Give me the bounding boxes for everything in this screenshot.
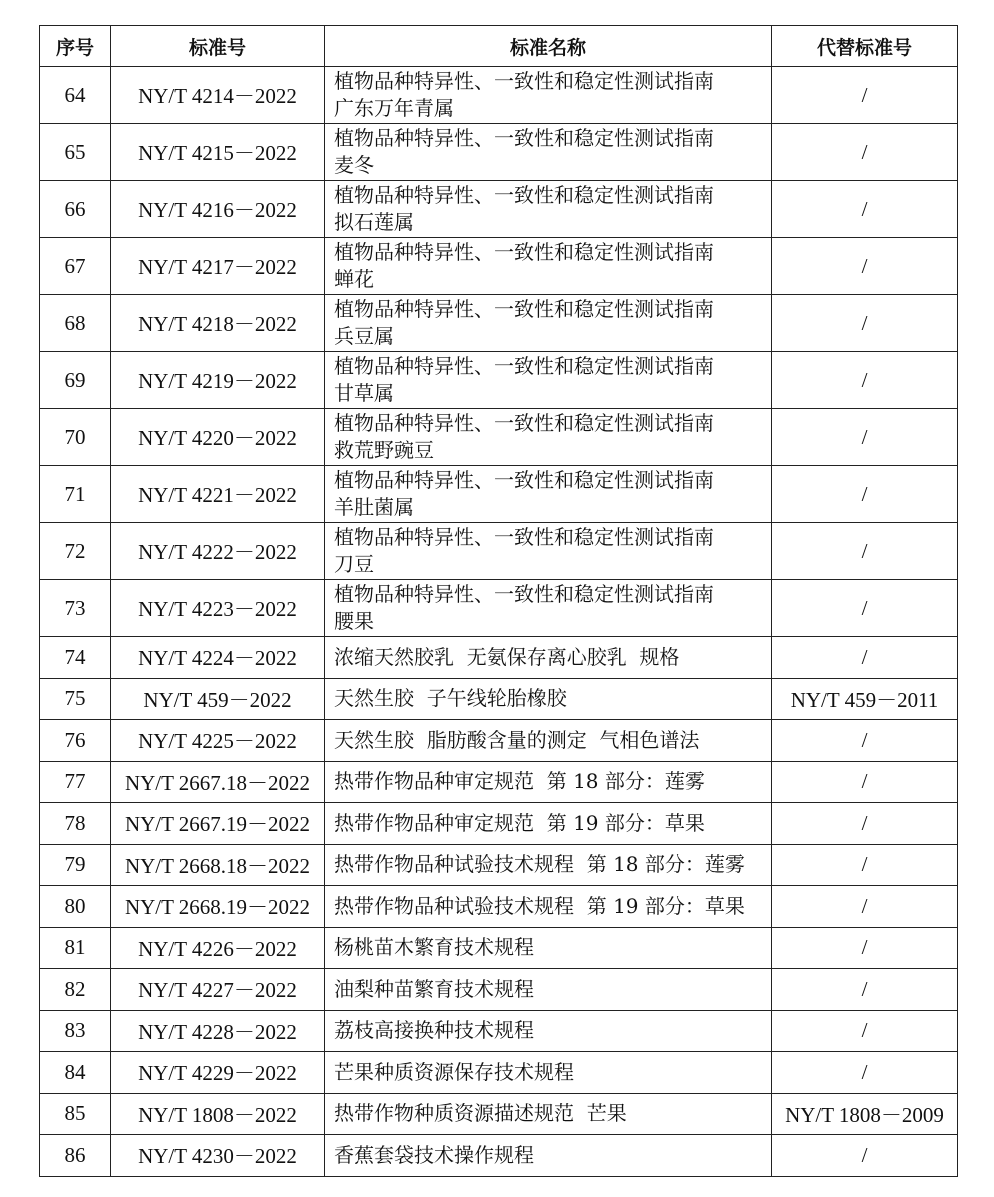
replaced-standard: / bbox=[772, 67, 958, 124]
table-row bbox=[40, 124, 958, 181]
standard-name bbox=[325, 761, 772, 803]
row-number: 82 bbox=[40, 969, 111, 1011]
standard-name-line: 荔枝高接换种技术规程 bbox=[334, 1018, 534, 1043]
replaced-standard: / bbox=[772, 181, 958, 238]
standard-code: NY/T 1808－2022 bbox=[111, 1093, 325, 1135]
table-row bbox=[40, 466, 958, 523]
standard-name-line: 油梨种苗繁育技术规程 bbox=[334, 976, 534, 1001]
standard-code: NY/T 2667.18－2022 bbox=[111, 761, 325, 803]
standard-code: NY/T 459－2022 bbox=[111, 678, 325, 720]
standard-name bbox=[325, 238, 772, 295]
standard-name bbox=[325, 720, 772, 762]
standard-code: NY/T 4219－2022 bbox=[111, 352, 325, 409]
standard-code: NY/T 2667.19－2022 bbox=[111, 803, 325, 845]
standard-code: NY/T 4220－2022 bbox=[111, 409, 325, 466]
row-number: 72 bbox=[40, 523, 111, 580]
standard-name-line: 植物品种特异性、一致性和稳定性测试指南 bbox=[334, 183, 714, 207]
standard-name-line: 广东万年青属 bbox=[334, 96, 454, 120]
standard-name-line: 拟石莲属 bbox=[334, 210, 414, 234]
row-number: 65 bbox=[40, 124, 111, 181]
table-row bbox=[40, 886, 958, 928]
standard-name-line: 植物品种特异性、一致性和稳定性测试指南 bbox=[334, 69, 714, 93]
standard-name-line: 麦冬 bbox=[334, 153, 374, 177]
header-seq: 序号 bbox=[40, 26, 111, 67]
row-number: 70 bbox=[40, 409, 111, 466]
table-row bbox=[40, 523, 958, 580]
standard-name bbox=[325, 1093, 772, 1135]
header-replaces: 代替标准号 bbox=[772, 26, 958, 67]
replaced-standard: / bbox=[772, 466, 958, 523]
standard-name bbox=[325, 678, 772, 720]
standard-name-line: 植物品种特异性、一致性和稳定性测试指南 bbox=[334, 411, 714, 435]
standard-name-line: 腰果 bbox=[334, 609, 374, 633]
row-number: 73 bbox=[40, 580, 111, 637]
table-row bbox=[40, 927, 958, 969]
standard-name-line: 热带作物种质资源描述规范 芒果 bbox=[334, 1101, 627, 1126]
standard-name-line: 植物品种特异性、一致性和稳定性测试指南 bbox=[334, 525, 714, 549]
row-number: 67 bbox=[40, 238, 111, 295]
header-row bbox=[40, 26, 958, 67]
standard-name bbox=[325, 886, 772, 928]
standard-name-line: 植物品种特异性、一致性和稳定性测试指南 bbox=[334, 297, 714, 321]
standard-name bbox=[325, 1135, 772, 1177]
standard-code: NY/T 2668.19－2022 bbox=[111, 886, 325, 928]
standard-name bbox=[325, 124, 772, 181]
standard-code: NY/T 4226－2022 bbox=[111, 927, 325, 969]
standard-name-line: 刀豆 bbox=[334, 552, 374, 576]
row-number: 75 bbox=[40, 678, 111, 720]
standard-name bbox=[325, 1010, 772, 1052]
standard-name bbox=[325, 466, 772, 523]
row-number: 66 bbox=[40, 181, 111, 238]
standard-code: NY/T 4225－2022 bbox=[111, 720, 325, 762]
standard-code: NY/T 4223－2022 bbox=[111, 580, 325, 637]
standards-table bbox=[39, 25, 958, 1177]
table-row bbox=[40, 1135, 958, 1177]
standard-name-line: 热带作物品种试验技术规程 第 18 部分：莲雾 bbox=[334, 852, 745, 877]
standard-name-line: 植物品种特异性、一致性和稳定性测试指南 bbox=[334, 468, 714, 492]
row-number: 85 bbox=[40, 1093, 111, 1135]
replaced-standard: / bbox=[772, 580, 958, 637]
row-number: 83 bbox=[40, 1010, 111, 1052]
standard-name bbox=[325, 580, 772, 637]
standard-name-line: 热带作物品种审定规范 第 19 部分：草果 bbox=[334, 810, 705, 835]
header-name: 标准名称 bbox=[325, 26, 772, 67]
replaced-standard: / bbox=[772, 124, 958, 181]
replaced-standard: / bbox=[772, 295, 958, 352]
table-row bbox=[40, 1052, 958, 1094]
standard-name bbox=[325, 1052, 772, 1094]
standard-name-line: 热带作物品种试验技术规程 第 19 部分：草果 bbox=[334, 893, 745, 918]
standard-name bbox=[325, 181, 772, 238]
replaced-standard: / bbox=[772, 1052, 958, 1094]
standard-code: NY/T 4215－2022 bbox=[111, 124, 325, 181]
row-number: 74 bbox=[40, 637, 111, 679]
standard-name-line: 芒果种质资源保存技术规程 bbox=[334, 1059, 574, 1084]
standard-name bbox=[325, 523, 772, 580]
row-number: 84 bbox=[40, 1052, 111, 1094]
table-row bbox=[40, 761, 958, 803]
table-row bbox=[40, 295, 958, 352]
replaced-standard: / bbox=[772, 720, 958, 762]
header-code: 标准号 bbox=[111, 26, 325, 67]
standard-name-line: 植物品种特异性、一致性和稳定性测试指南 bbox=[334, 354, 714, 378]
standard-code: NY/T 4230－2022 bbox=[111, 1135, 325, 1177]
row-number: 69 bbox=[40, 352, 111, 409]
table-row bbox=[40, 844, 958, 886]
standard-name-line: 甘草属 bbox=[334, 381, 394, 405]
standard-code: NY/T 4227－2022 bbox=[111, 969, 325, 1011]
row-number: 78 bbox=[40, 803, 111, 845]
standard-name bbox=[325, 803, 772, 845]
standard-name bbox=[325, 637, 772, 679]
standard-code: NY/T 4228－2022 bbox=[111, 1010, 325, 1052]
replaced-standard: / bbox=[772, 886, 958, 928]
replaced-standard: / bbox=[772, 761, 958, 803]
row-number: 80 bbox=[40, 886, 111, 928]
replaced-standard: / bbox=[772, 1010, 958, 1052]
row-number: 81 bbox=[40, 927, 111, 969]
replaced-standard: / bbox=[772, 1135, 958, 1177]
standard-code: NY/T 4229－2022 bbox=[111, 1052, 325, 1094]
replaced-standard: / bbox=[772, 637, 958, 679]
standard-name bbox=[325, 67, 772, 124]
replaced-standard: / bbox=[772, 844, 958, 886]
row-number: 86 bbox=[40, 1135, 111, 1177]
row-number: 76 bbox=[40, 720, 111, 762]
standard-code: NY/T 4222－2022 bbox=[111, 523, 325, 580]
table-row bbox=[40, 67, 958, 124]
standard-code: NY/T 4214－2022 bbox=[111, 67, 325, 124]
table-row bbox=[40, 181, 958, 238]
replaced-standard: / bbox=[772, 803, 958, 845]
standard-code: NY/T 4216－2022 bbox=[111, 181, 325, 238]
standard-code: NY/T 2668.18－2022 bbox=[111, 844, 325, 886]
table-row bbox=[40, 352, 958, 409]
replaced-standard: / bbox=[772, 238, 958, 295]
standard-name-line: 天然生胶 脂肪酸含量的测定 气相色谱法 bbox=[334, 727, 700, 752]
table-row bbox=[40, 720, 958, 762]
standard-name bbox=[325, 409, 772, 466]
table-row bbox=[40, 969, 958, 1011]
table-row bbox=[40, 678, 958, 720]
standard-name bbox=[325, 927, 772, 969]
standard-name bbox=[325, 295, 772, 352]
replaced-standard: / bbox=[772, 523, 958, 580]
standard-name-line: 羊肚菌属 bbox=[334, 495, 414, 519]
standard-name-line: 植物品种特异性、一致性和稳定性测试指南 bbox=[334, 240, 714, 264]
row-number: 71 bbox=[40, 466, 111, 523]
row-number: 64 bbox=[40, 67, 111, 124]
standard-name-line: 杨桃苗木繁育技术规程 bbox=[334, 935, 534, 960]
replaced-standard: / bbox=[772, 969, 958, 1011]
standard-name-line: 浓缩天然胶乳 无氨保存离心胶乳 规格 bbox=[334, 644, 680, 669]
replaced-standard: / bbox=[772, 409, 958, 466]
table-row bbox=[40, 803, 958, 845]
table-row bbox=[40, 238, 958, 295]
table-body bbox=[40, 67, 958, 1177]
standard-name bbox=[325, 844, 772, 886]
standard-code: NY/T 4218－2022 bbox=[111, 295, 325, 352]
table-row bbox=[40, 409, 958, 466]
standard-name-line: 植物品种特异性、一致性和稳定性测试指南 bbox=[334, 582, 714, 606]
table-row bbox=[40, 1010, 958, 1052]
table-row bbox=[40, 580, 958, 637]
row-number: 79 bbox=[40, 844, 111, 886]
standard-code: NY/T 4221－2022 bbox=[111, 466, 325, 523]
row-number: 68 bbox=[40, 295, 111, 352]
standard-name-line: 植物品种特异性、一致性和稳定性测试指南 bbox=[334, 126, 714, 150]
standard-name bbox=[325, 352, 772, 409]
replaced-standard: NY/T 1808－2009 bbox=[772, 1093, 958, 1135]
row-number: 77 bbox=[40, 761, 111, 803]
standard-code: NY/T 4224－2022 bbox=[111, 637, 325, 679]
standard-name-line: 兵豆属 bbox=[334, 324, 394, 348]
replaced-standard: NY/T 459－2011 bbox=[772, 678, 958, 720]
replaced-standard: / bbox=[772, 927, 958, 969]
standard-name-line: 救荒野豌豆 bbox=[334, 438, 434, 462]
standard-name-line: 香蕉套袋技术操作规程 bbox=[334, 1142, 534, 1167]
standard-name-line: 天然生胶 子午线轮胎橡胶 bbox=[334, 686, 567, 711]
table-row bbox=[40, 637, 958, 679]
replaced-standard: / bbox=[772, 352, 958, 409]
table-row bbox=[40, 1093, 958, 1135]
standard-name bbox=[325, 969, 772, 1011]
standard-code: NY/T 4217－2022 bbox=[111, 238, 325, 295]
standard-name-line: 热带作物品种审定规范 第 18 部分：莲雾 bbox=[334, 769, 705, 794]
standard-name-line: 蝉花 bbox=[334, 267, 374, 291]
